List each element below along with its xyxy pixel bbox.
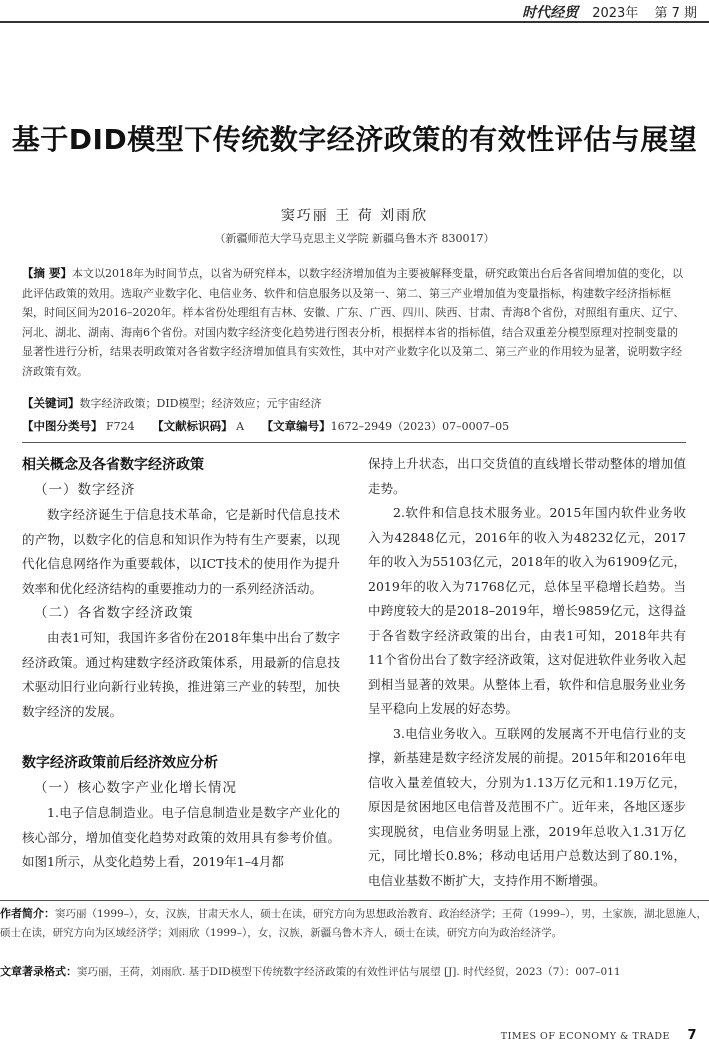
journal-english-name: TIMES OF ECONOMY & TRADE bbox=[500, 1031, 670, 1042]
journal-year: 2023年 bbox=[592, 6, 639, 21]
page-footer bbox=[501, 1028, 697, 1043]
article-number-value: 1672–2949（2023）07–0007–05 bbox=[330, 420, 510, 433]
keywords-label: 【关键词】 bbox=[22, 396, 80, 410]
journal-issue: 第 7 期 bbox=[654, 6, 697, 21]
body-paragraph: 保持上升状态，出口交货值的直线增长带动整体的增加值走势。 bbox=[368, 456, 686, 496]
journal-name: 时代经贸 bbox=[522, 5, 579, 21]
classification-line bbox=[22, 418, 686, 434]
author-bio-text: 窦巧丽（1999–），女，汉族，甘肃天水人，硕士在读，研究方向为思想政治教育、政治经济学；王荷（1999–），男，土家族，湖北恩施人，硕士在读，研究方向为区域经济学；刘雨欣（1999–），女，汉族，新疆乌鲁木齐人，硕士在读，研究方向为政治经济学。 bbox=[0, 908, 707, 939]
clc-label: 【中图分类号】 bbox=[22, 419, 103, 433]
footnote-rule bbox=[0, 900, 709, 901]
right-column bbox=[368, 452, 686, 893]
section-heading: 相关概念及各省数字经济政策 bbox=[22, 457, 204, 473]
section-rule bbox=[22, 442, 686, 443]
author-bio bbox=[0, 904, 709, 943]
body-paragraph: 2.软件和信息技术服务业。2015年国内软件业务收入为42848亿元，2016年的收入为48232亿元，2017年的收入为55103亿元，2018年的收入为61909亿元，2019年的收入为71768亿元，总体呈平稳增长趋势。当中跨度较大的是2018–2019年，增长9859亿元，这得益于各省数字经济政策的出台，由表1可知，2018年共有11个省份出台了数字经济政策，这对促进软件业务收入起到相当显著的效果。从整体上看，软件和信息服务业业务呈平稳向上发展的好态势。 bbox=[368, 505, 686, 716]
clc-value: F724 bbox=[106, 420, 135, 433]
citation-text: 窦巧丽，王荷，刘雨欣. 基于DID模型下传统数字经济政策的有效性评估与展望 [J]. 时代经贸，2023（7）：007–011 bbox=[77, 966, 621, 978]
body-paragraph: 数字经济诞生于信息技术革命，它是新时代信息技术的产物，以数字化的信息和知识作为特有生产要素，以现代化信息网络作为重要载体，以ICT技术的使用作为提升效率和优化经济结构的重要推动力的一系列经济活动。 bbox=[22, 507, 340, 596]
subsection-heading: （一）核心数字产业化增长情况 bbox=[34, 780, 237, 796]
body-paragraph: 3.电信业务收入。互联网的发展离不开电信行业的支撑，新基建是数字经济发展的前提。2015年和2016年电信收入量差值较大，分别为1.13万亿元和1.19万亿元，原因是贫困地区电信普及范围不广。近年来，各地区逐步实现脱贫，电信业务明显上涨，2019年总收入1.31万亿元，同比增长0.8%；移动电话用户总数达到了80.1%，电信业基数不断扩大，支持作用不断增强。 bbox=[368, 725, 686, 888]
subsection-heading: （一）数字经济 bbox=[34, 482, 136, 498]
doc-value: A bbox=[236, 420, 245, 433]
doc-label: 【文献标识码】 bbox=[152, 419, 233, 433]
article-authors: 窦巧丽 王 荷 刘雨欣 bbox=[280, 208, 429, 224]
subsection-heading: （二）各省数字经济政策 bbox=[34, 605, 194, 621]
body-paragraph: 1.电子信息制造业。电子信息制造业是数字产业化的核心部分，增加值变化趋势对政策的效用具有参考价值。如图1所示，从变化趋势上看，2019年1–4月都 bbox=[22, 805, 340, 869]
article-title: 基于DID模型下传统数字经济政策的有效性评估与展望 bbox=[11, 123, 698, 156]
header-rule bbox=[0, 21, 709, 23]
abstract-text: 本文以2018年为时间节点，以省为研究样本，以数字经济增加值为主要被解释变量，研究政策出台后各省间增加值的变化，以此评估政策的效用。选取产业数字化、电信业务、软件和信息服务以及第一、第二、第三产业增加值为变量指标，构建数字经济指标框架，时间区间为2016–2020年。样本省份处理组有吉林、安徽、广东、广西、四川、陕西、甘肃、青海8个省份，对照组有重庆、辽宁、河北、湖北、湖南、海南6个省份。对国内数字经济变化趋势进行图表分析，根据样本省的指标值，结合双重差分模型原理对控制变量的显著性进行分析，结果表明政策对各省数字经济增加值具有实效性，其中对产业数字化以及第二、第三产业的作用较为显著，说明数字经济政策有效。 bbox=[22, 267, 685, 378]
keywords bbox=[22, 395, 686, 411]
running-header bbox=[522, 2, 697, 20]
body-paragraph: 由表1可知，我国许多省份在2018年集中出台了数字经济政策。通过构建数字经济政策体系，用最新的信息技术驱动旧行业向新行业转换，推进第三产业的转型，加快数字经济的发展。 bbox=[22, 630, 340, 719]
article-number-label: 【文章编号】 bbox=[261, 419, 331, 433]
section-heading: 数字经济政策前后经济效应分析 bbox=[22, 755, 218, 771]
keywords-text: 数字经济政策；DID模型；经济效应；元宇宙经济 bbox=[79, 397, 322, 410]
page-number: 7 bbox=[687, 1028, 697, 1043]
left-column bbox=[22, 452, 340, 875]
citation-label: 文章著录格式： bbox=[0, 965, 77, 978]
author-affiliation: （新疆师范大学马克思主义学院 新疆乌鲁木齐 830017） bbox=[214, 232, 495, 245]
abstract-label: 【摘 要】 bbox=[22, 266, 73, 280]
abstract bbox=[22, 264, 686, 381]
citation-format bbox=[0, 962, 709, 982]
author-bio-label: 作者简介： bbox=[0, 907, 55, 920]
